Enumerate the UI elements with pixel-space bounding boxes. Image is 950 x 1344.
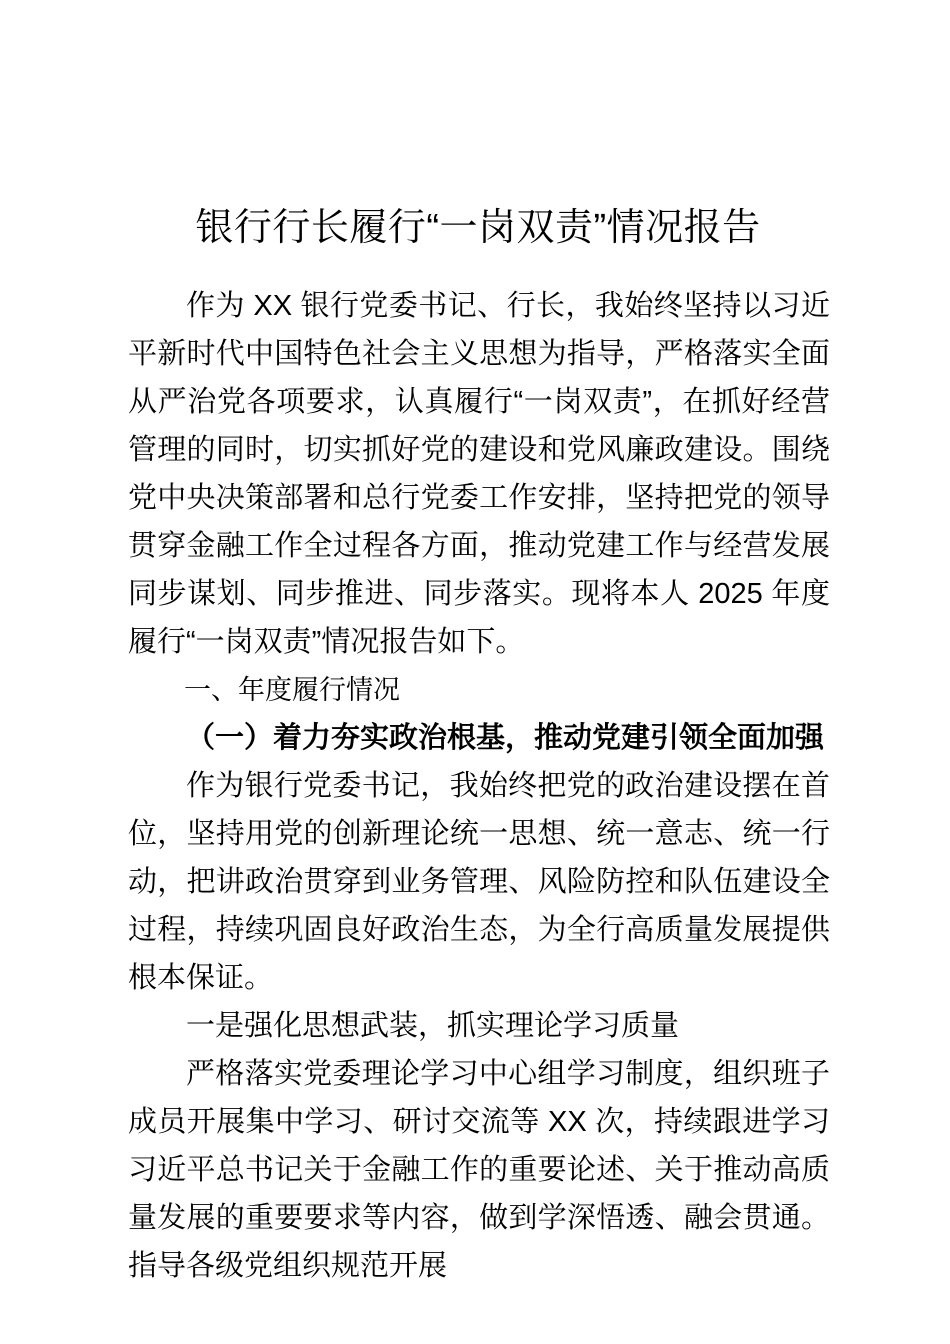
section-heading-3: 一是强化思想武装，抓实理论学习质量 <box>186 1010 680 1042</box>
section-heading-1: 一、年度履行情况 <box>184 675 400 705</box>
page-title: 银行行长履行“一岗双责”情况报告 <box>195 207 761 250</box>
document-body <box>128 282 830 1290</box>
section-heading-2: （一）着力夯实政治根基，推动党建引领全面加强 <box>186 722 825 754</box>
paragraph-3: 严格落实党委理论学习中心组学习制度，组织班子成员开展集中学习、研讨交流等 XX 次，持续跟进学习习近平总书记关于金融工作的重要论述、关于推动高质量发展的重要要求等内容，做到学深悟透、融会贯通。指导各级党组织规范开展 <box>128 1058 830 1282</box>
paragraph-2: 作为银行党委书记，我始终把党的政治建设摆在首位，坚持用党的创新理论统一思想、统一意志、统一行动，把讲政治贯穿到业务管理、风险防控和队伍建设全过程，持续巩固良好政治生态，为全行高质量发展提供根本保证。 <box>128 770 830 994</box>
paragraph-1: 作为 XX 银行党委书记、行长，我始终坚持以习近平新时代中国特色社会主义思想为指导，严格落实全面从严治党各项要求，认真履行“一岗双责”，在抓好经营管理的同时，切实抓好党的建设和党风廉政建设。围绕党中央决策部署和总行党委工作安排，坚持把党的领导贯穿金融工作全过程各方面，推动党建工作与经营发展同步谋划、同步推进、同步落实。现将本人 2025 年度履行“一岗双责”情况报告如下。 <box>128 290 830 658</box>
